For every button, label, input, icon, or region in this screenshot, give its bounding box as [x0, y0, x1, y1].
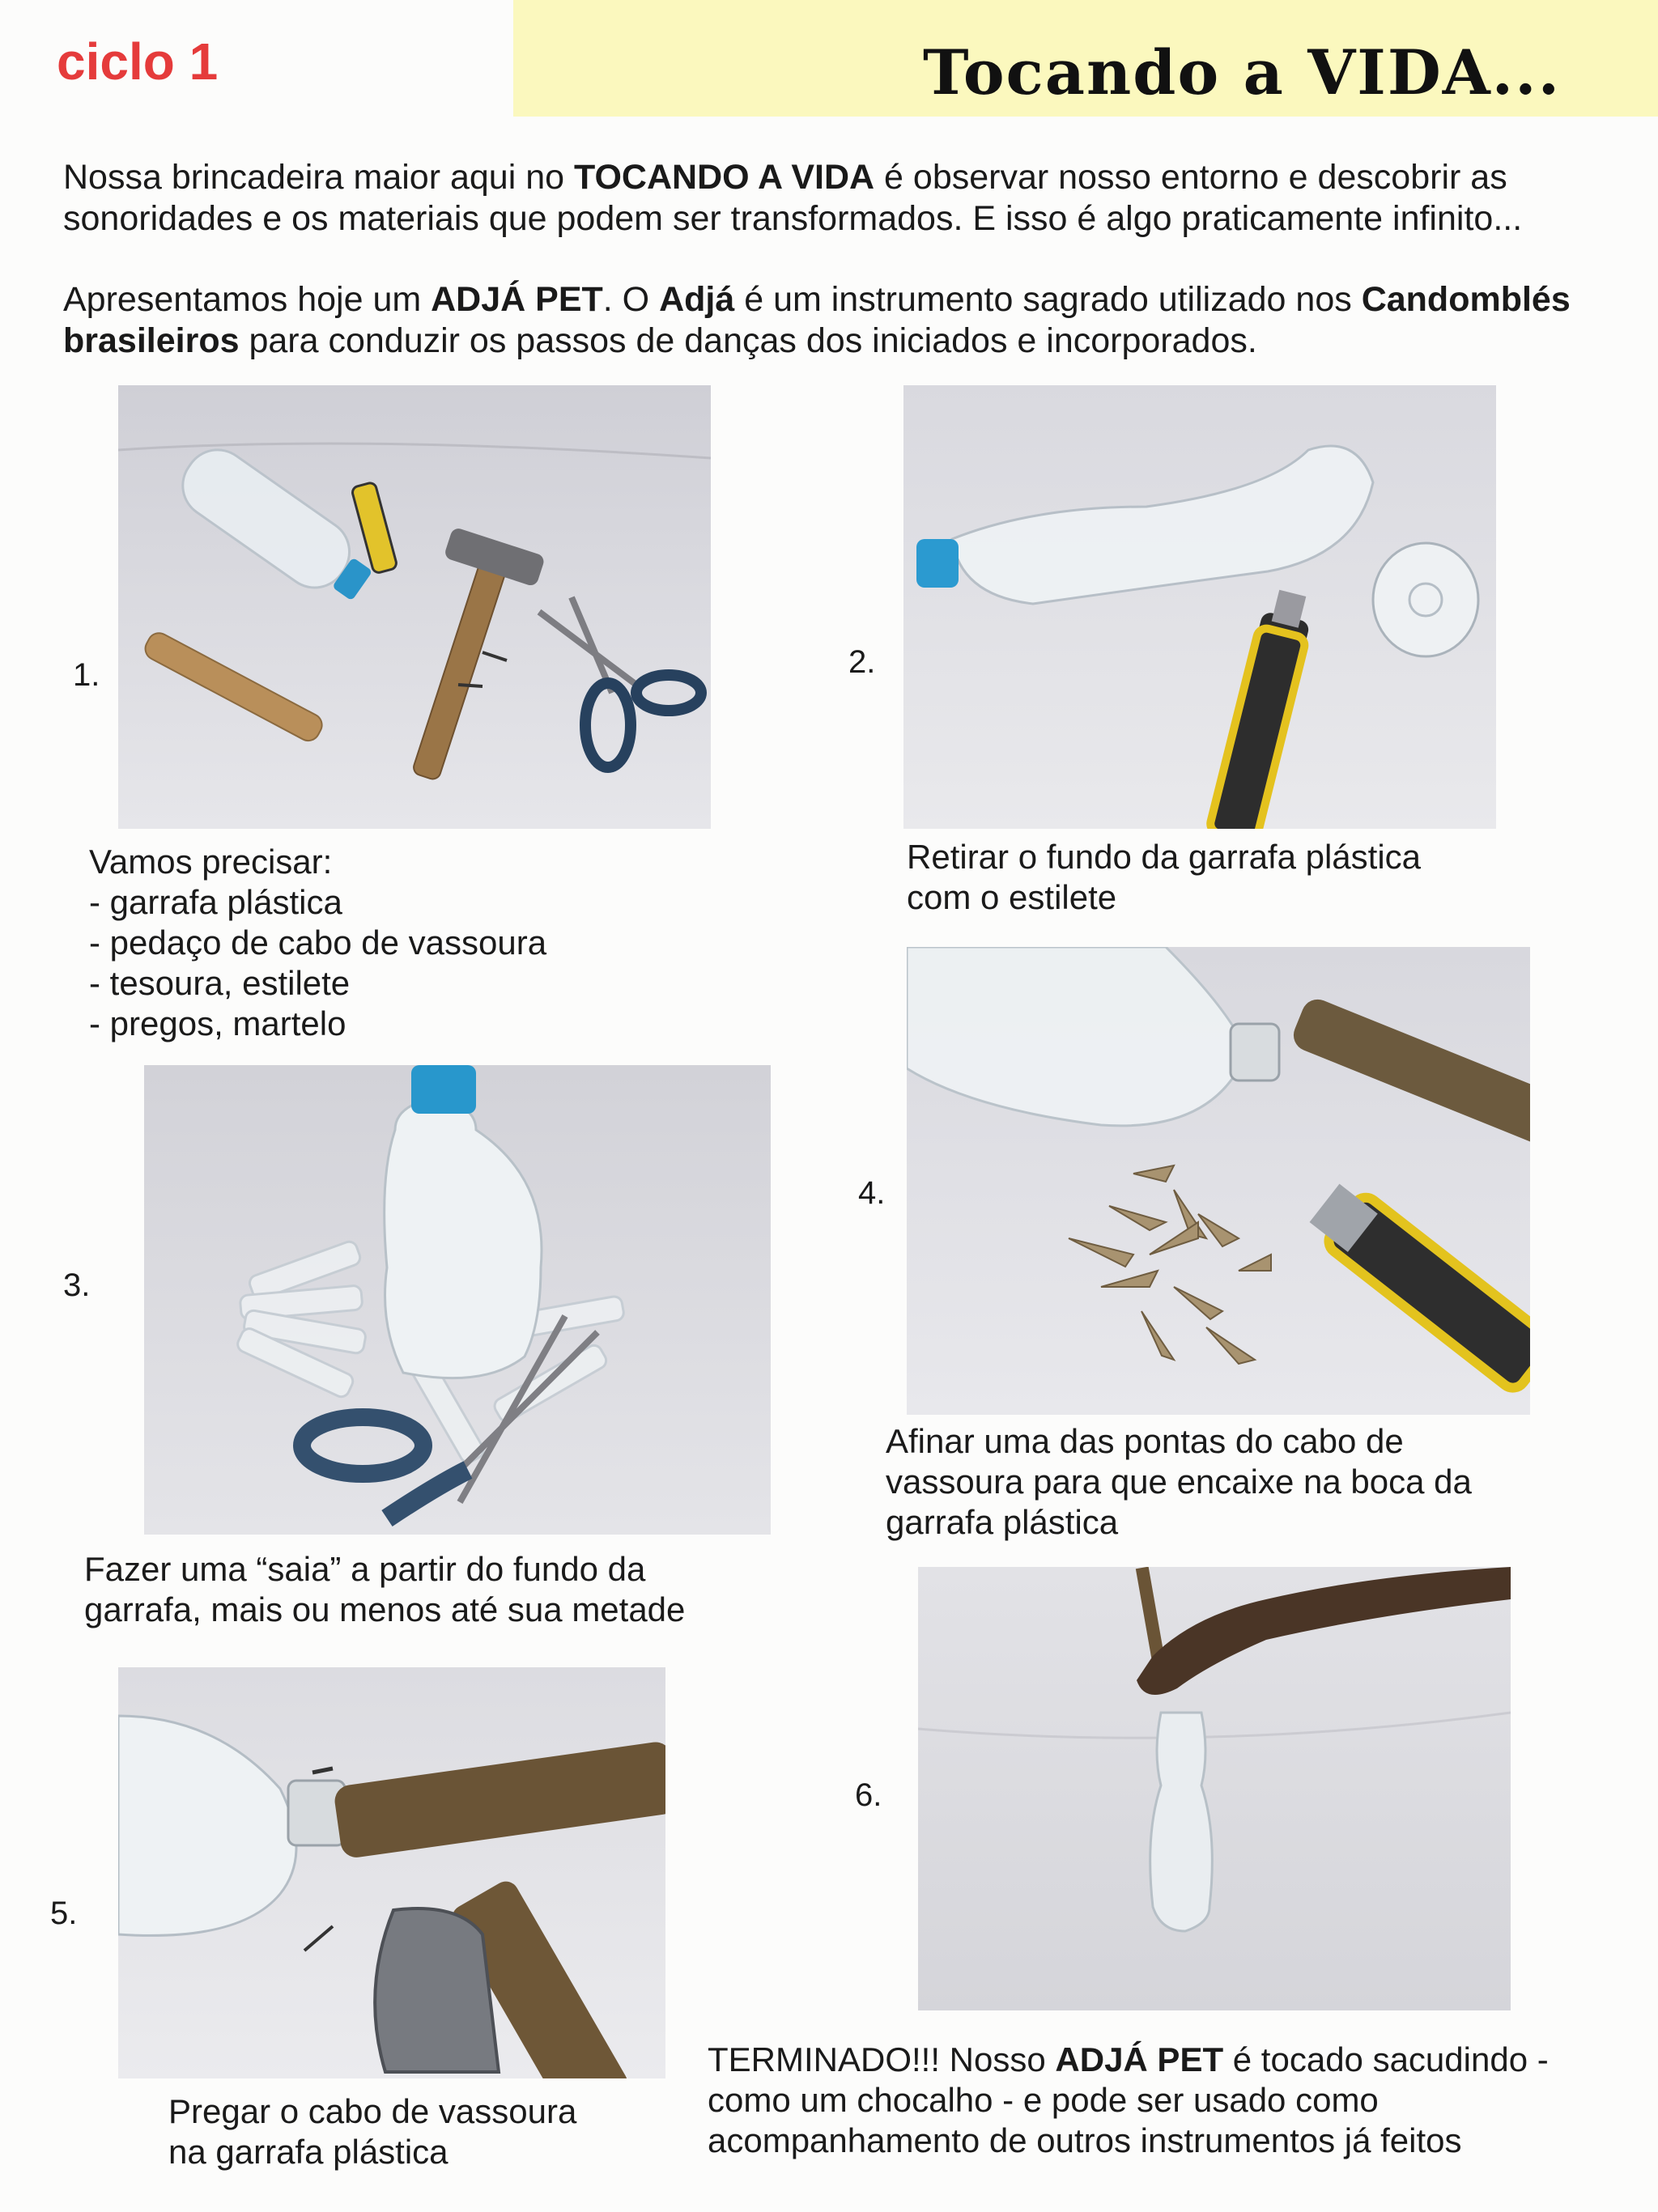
caption-line: Retirar o fundo da garrafa plástica [907, 838, 1422, 876]
intro-paragraph-1 [63, 157, 1618, 240]
cycle-label: ciclo 1 [57, 32, 219, 91]
cut-bottom-photo [903, 385, 1496, 829]
step-4-number: 4. [858, 1175, 886, 1211]
caption-line: garrafa plástica [886, 1503, 1119, 1541]
text-run: Nossa brincadeira maior aqui no [63, 158, 574, 197]
text-run: para conduzir os passos de danças dos iniciados e incorporados. [239, 321, 1257, 360]
finished-adja-photo [918, 1567, 1511, 2010]
step-5-caption [168, 2091, 576, 2172]
caption-line: com o estilete [907, 878, 1117, 916]
caption-line: Vamos precisar: [89, 843, 333, 881]
text-run: TERMINADO!!! Nosso [708, 2040, 1056, 2078]
bold-text: Candomblés brasileiros [63, 280, 1571, 360]
caption-line: vassoura para que encaixe na boca da [886, 1463, 1472, 1501]
caption-line: Pregar o cabo de vassoura [168, 2092, 577, 2130]
step-4-caption [886, 1421, 1472, 1543]
step-6-number: 6. [855, 1777, 882, 1813]
text-run: Apresentamos hoje um [63, 280, 432, 319]
skirt-photo [144, 1065, 771, 1535]
caption-line: Afinar uma das pontas do cabo de [886, 1422, 1404, 1460]
step-1-number: 1. [73, 657, 100, 693]
text-run: é tocado sacudindo - [1223, 2040, 1549, 2078]
sharpen-handle-photo [907, 947, 1530, 1415]
caption-line: - garrafa plástica [89, 883, 342, 921]
materials-photo [118, 385, 711, 829]
text-run: é observar nosso entorno e descobrir as sonoridades e os materiais que podem ser transformados. E isso é algo praticamente infinito... [63, 158, 1523, 238]
step-3-number: 3. [63, 1267, 91, 1303]
step-1-caption [89, 842, 546, 1044]
caption-line: - pedaço de cabo de vassoura [89, 923, 547, 962]
step-2-number: 2. [848, 644, 876, 680]
step-3-caption [84, 1549, 685, 1630]
intro-paragraph-2 [63, 279, 1618, 362]
text-run: é um instrumento sagrado utilizado nos [734, 280, 1362, 319]
bold-text: ADJÁ PET [1055, 2040, 1224, 2078]
step-5-number: 5. [50, 1896, 78, 1931]
step-6-caption [708, 2040, 1549, 2161]
caption-line [708, 2121, 1549, 2161]
caption-line: Fazer uma “saia” a partir do fundo da [84, 1550, 646, 1588]
bold-text: Adjá [659, 280, 735, 319]
text-run: acompanhamento de outros instrumentos já feitos [708, 2121, 1462, 2159]
page-title: Tocando a VIDA... [923, 36, 1562, 108]
step-2-caption [907, 837, 1421, 918]
caption-line: garrafa, mais ou menos até sua metade [84, 1590, 686, 1628]
caption-line [708, 2080, 1549, 2121]
caption-line: - tesoura, estilete [89, 964, 351, 1002]
nail-handle-photo [118, 1667, 665, 2078]
bold-text: TOCANDO A VIDA [574, 158, 875, 197]
caption-line: - pregos, martelo [89, 1004, 346, 1042]
text-run: como um chocalho - e pode ser usado como [708, 2081, 1379, 2119]
text-run: . O [602, 280, 660, 319]
caption-line: na garrafa plástica [168, 2133, 449, 2171]
caption-line [708, 2040, 1549, 2080]
bold-text: ADJÁ PET [431, 280, 603, 319]
